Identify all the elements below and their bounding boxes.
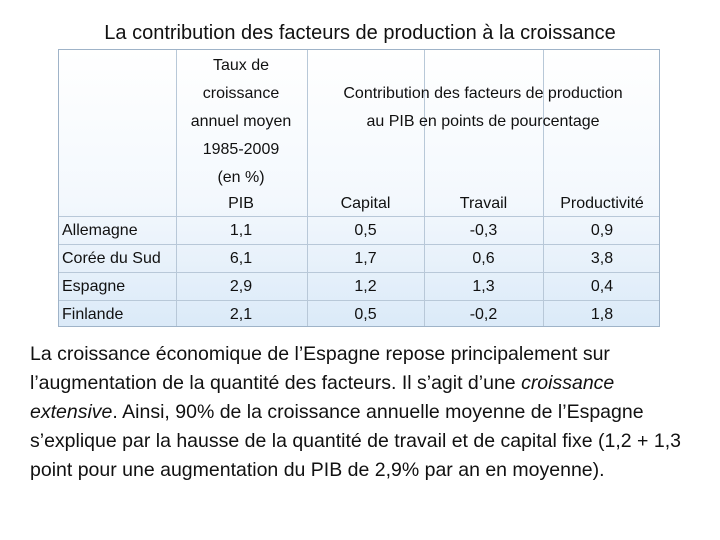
header-growth-line: 1985-2009	[202, 141, 280, 158]
header-contrib-line: au PIB en points de pourcentage	[366, 113, 600, 130]
header-growth-line: annuel moyen	[190, 113, 292, 130]
table-cell: 0,5	[354, 222, 377, 239]
header-growth-line: croissance	[202, 85, 280, 102]
paragraph-emphasis: croissance extensive	[30, 372, 615, 423]
table-cell: 6,1	[229, 250, 253, 267]
table-cell: -0,2	[469, 306, 498, 323]
header-growth-line: (en %)	[217, 169, 265, 186]
paragraph-text: La croissance économique de l’Espagne repose principalement sur l’augmentation de la quantité des facteurs. Il s’agit d’une	[30, 343, 610, 394]
table-cell: 1,8	[590, 306, 614, 323]
table-cell: -0,3	[469, 222, 498, 239]
row-country-label: Allemagne	[62, 222, 138, 239]
paragraph-text: . Ainsi, 90% de la croissance annuelle moyenne de l’Espagne s’explique par la hausse de la quantité de travail et de capital fixe (1,2 + 1,3 point pour une augmentation du PIB de 2,9% par an en moyenne).	[30, 401, 681, 481]
column-header-travail: Travail	[459, 195, 508, 212]
table-cell: 0,6	[472, 250, 495, 267]
slide-title: La contribution des facteurs de production à la croissance	[104, 22, 616, 44]
column-header-productivite: Productivité	[560, 195, 644, 212]
table-cell: 2,1	[229, 306, 253, 323]
table-cell: 2,9	[229, 278, 253, 295]
table-cell: 0,5	[354, 306, 377, 323]
column-header-pib: PIB	[228, 195, 254, 212]
explanation-paragraph	[30, 340, 700, 485]
table-cell: 1,7	[354, 250, 377, 267]
column-header-capital: Capital	[340, 195, 391, 212]
header-growth-rate	[176, 52, 306, 192]
table-cell: 1,3	[472, 278, 495, 295]
header-growth-line: Taux de	[212, 57, 270, 74]
row-country-label: Espagne	[62, 278, 126, 295]
table-cell: 1,1	[229, 222, 253, 239]
header-contrib-line: Contribution des facteurs de production	[343, 85, 623, 102]
row-country-label: Finlande	[62, 306, 124, 323]
header-factor-contribution	[307, 80, 659, 136]
data-table	[58, 49, 660, 327]
table-cell: 1,2	[354, 278, 377, 295]
table-cell: 0,9	[590, 222, 614, 239]
row-country-label: Corée du Sud	[62, 250, 161, 267]
table-cell: 3,8	[590, 250, 614, 267]
table-cell: 0,4	[590, 278, 614, 295]
